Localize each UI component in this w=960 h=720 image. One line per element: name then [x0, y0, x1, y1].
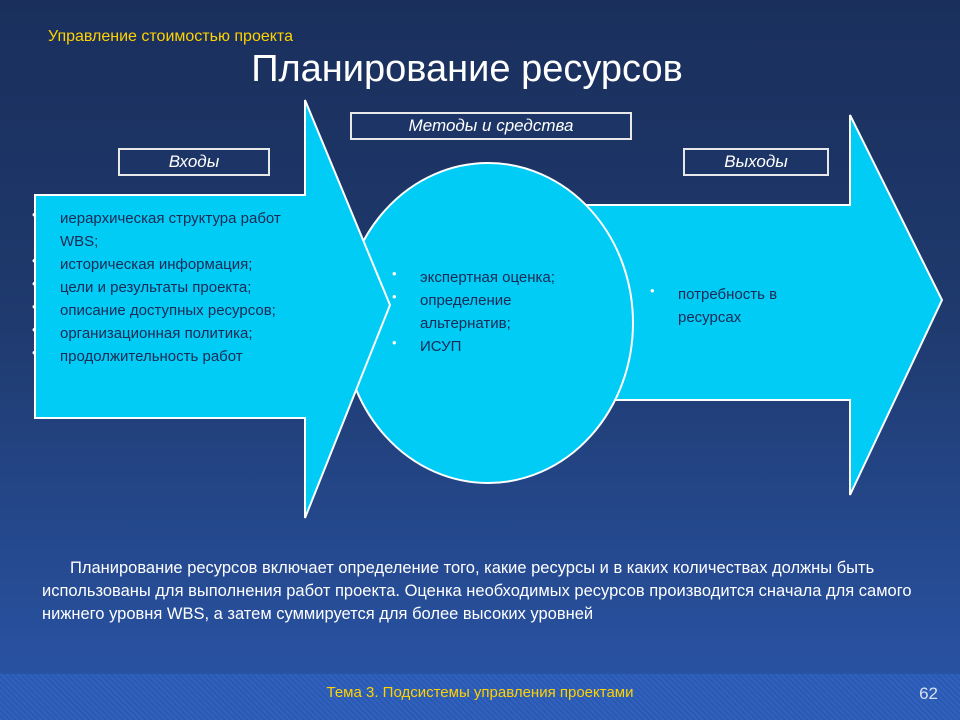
footer-topic: Тема 3. Подсистемы управления проектами [326, 684, 634, 701]
methods-label: Методы и средства [350, 112, 632, 140]
bullet-icon: • [32, 322, 37, 337]
list-item: • иерархическая структура работ WBS; [60, 207, 320, 253]
inputs-label: Входы [118, 148, 270, 176]
bullet-icon: • [32, 299, 37, 314]
bullet-icon: • [392, 266, 397, 281]
bullet-icon: • [32, 253, 37, 268]
bullet-icon: • [32, 207, 37, 222]
page-number: 62 [919, 684, 938, 703]
list-item: • цели и результаты проекта; [60, 276, 320, 299]
description-text: Планирование ресурсов включает определение того, какие ресурсы и в каких количествах должны быть использованы для выполнения работ проекта. Оценка необходимых ресурсов производится сначала для самого нижнего уровня WBS, а затем суммируется для более высоких уровней [42, 559, 912, 623]
slide-title: Планирование ресурсов [251, 48, 683, 90]
inputs-list [32, 207, 320, 368]
bullet-icon: • [32, 345, 37, 360]
outputs-list [650, 283, 838, 329]
bullet-icon: • [650, 283, 655, 298]
list-item: • определение альтернатив; [420, 289, 570, 335]
bullet-icon: • [32, 276, 37, 291]
list-item: • ИСУП [420, 335, 570, 358]
list-item: • продолжительность работ [60, 345, 320, 368]
list-item: • экспертная оценка; [420, 266, 570, 289]
bullet-icon: • [392, 335, 397, 350]
list-item: • организационная политика; [60, 322, 320, 345]
list-item: • историческая информация; [60, 253, 320, 276]
list-item: • описание доступных ресурсов; [60, 299, 320, 322]
methods-list [392, 266, 570, 358]
list-item: • потребность в ресурсах [678, 283, 838, 329]
bullet-icon: • [392, 289, 397, 304]
outputs-label: Выходы [683, 148, 829, 176]
slide-subtitle: Управление стоимостью проекта [48, 28, 293, 45]
